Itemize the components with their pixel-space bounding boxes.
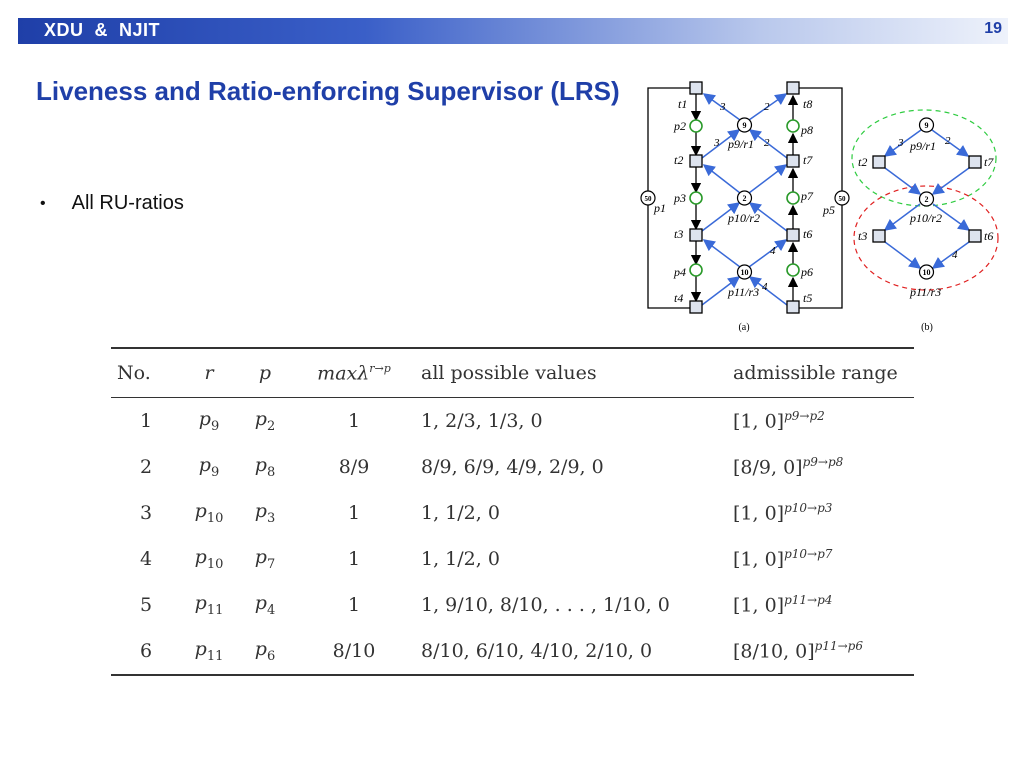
header-bar xyxy=(18,18,1008,44)
cell-no: 1 xyxy=(139,410,153,432)
bullet-item xyxy=(40,192,184,215)
svg-text:t3: t3 xyxy=(674,227,684,241)
svg-text:t2: t2 xyxy=(858,155,868,169)
cell-no: 5 xyxy=(139,594,153,616)
svg-text:4: 4 xyxy=(952,249,958,261)
svg-text:p11/r3: p11/r3 xyxy=(728,285,760,299)
svg-text:p7: p7 xyxy=(801,189,813,203)
svg-text:t4: t4 xyxy=(674,291,684,305)
svg-text:3: 3 xyxy=(720,101,726,113)
svg-text:2: 2 xyxy=(764,101,770,113)
col-max-lambda: maxλ$^{r\to p}$ xyxy=(293,348,415,398)
cell-p: $p_8$ xyxy=(254,454,276,480)
cell-no: 3 xyxy=(139,502,153,524)
svg-text:9: 9 xyxy=(924,121,929,130)
cell-max: 1 xyxy=(347,502,361,524)
svg-text:4: 4 xyxy=(762,281,768,293)
svg-text:p1: p1 xyxy=(654,201,666,215)
svg-text:10: 10 xyxy=(922,268,931,277)
cell-r: $p_9$ xyxy=(198,408,220,434)
cell-max: 8/9 xyxy=(338,456,370,478)
table-row xyxy=(111,536,914,582)
table-row xyxy=(111,582,914,628)
transition-t8 xyxy=(787,82,799,94)
svg-text:3: 3 xyxy=(898,137,904,149)
ru-ratio-table xyxy=(111,347,914,676)
cell-values: 1, 9/10, 8/10, . . . , 1/10, 0 xyxy=(421,594,670,616)
transition-t6 xyxy=(787,229,799,241)
cell-p: $p_2$ xyxy=(254,408,276,434)
cell-range: [1, 0]$^{p10\to p7}$ xyxy=(733,547,833,571)
transition-t3 xyxy=(690,229,702,241)
petri-net-svg xyxy=(640,72,1008,340)
table-header-row xyxy=(111,348,914,398)
svg-text:50: 50 xyxy=(644,195,652,203)
cell-no: 2 xyxy=(139,456,153,478)
cell-range: [1, 0]$^{p10\to p3}$ xyxy=(733,501,833,525)
transition-t4 xyxy=(690,301,702,313)
cell-max: 1 xyxy=(347,410,361,432)
cell-max: 8/10 xyxy=(293,628,415,675)
caption-b: (b) xyxy=(921,322,933,333)
svg-text:p9/r1: p9/r1 xyxy=(728,137,755,151)
header-org: XDU & NJIT xyxy=(44,20,161,40)
svg-text:t7: t7 xyxy=(803,153,813,167)
svg-text:50: 50 xyxy=(838,195,846,203)
svg-text:t3: t3 xyxy=(858,229,868,243)
svg-text:2: 2 xyxy=(742,194,747,203)
cell-max: 1 xyxy=(347,548,361,570)
svg-text:10: 10 xyxy=(740,268,749,277)
col-admissible-range: admissible range xyxy=(727,348,914,398)
svg-text:p11/r3: p11/r3 xyxy=(910,285,942,299)
slide-title: Liveness and Ratio-enforcing Supervisor (LRS) xyxy=(36,76,620,106)
svg-text:p2: p2 xyxy=(674,119,686,133)
svg-text:t6: t6 xyxy=(803,227,813,241)
svg-text:t1: t1 xyxy=(678,97,688,111)
cell-p: $p_4$ xyxy=(254,592,276,618)
col-r: r xyxy=(181,348,237,398)
transition-t1 xyxy=(690,82,702,94)
cell-r: $p_{11}$ xyxy=(181,628,237,675)
cell-max: 1 xyxy=(347,594,361,616)
col-all-values: all possible values xyxy=(415,348,727,398)
cell-values: 8/10, 6/10, 4/10, 2/10, 0 xyxy=(415,628,727,675)
svg-text:t7: t7 xyxy=(984,155,994,169)
cell-values: 8/9, 6/9, 4/9, 2/9, 0 xyxy=(421,456,604,478)
svg-text:p10/r2: p10/r2 xyxy=(728,211,761,225)
cell-r: $p_{10}$ xyxy=(194,500,224,526)
svg-text:p6: p6 xyxy=(801,265,813,279)
caption-a: (a) xyxy=(738,322,750,333)
table-row xyxy=(111,444,914,490)
table-row xyxy=(111,398,914,445)
table-row xyxy=(111,628,914,675)
bullet-text: All RU-ratios xyxy=(71,192,184,214)
cell-range: [8/10, 0]$^{p11\to p6}$ xyxy=(727,628,914,675)
cell-r: $p_{10}$ xyxy=(194,546,224,572)
page-number: 19 xyxy=(984,20,1002,37)
svg-text:2: 2 xyxy=(945,135,951,147)
cell-no: 4 xyxy=(139,548,153,570)
cell-p: $p_3$ xyxy=(254,500,276,526)
svg-text:t6: t6 xyxy=(984,229,994,243)
svg-text:2: 2 xyxy=(924,195,929,204)
cell-values: 1, 2/3, 1/3, 0 xyxy=(421,410,543,432)
transition-t2 xyxy=(690,155,702,167)
table-row xyxy=(111,490,914,536)
svg-text:4: 4 xyxy=(770,245,776,257)
cell-r: $p_{11}$ xyxy=(194,592,224,618)
cell-values: 1, 1/2, 0 xyxy=(421,502,500,524)
transition-t7 xyxy=(787,155,799,167)
petri-net-figure xyxy=(640,72,1008,340)
svg-text:t5: t5 xyxy=(803,291,813,305)
svg-text:t8: t8 xyxy=(803,97,813,111)
svg-text:p9/r1: p9/r1 xyxy=(910,139,937,153)
cell-range: [1, 0]$^{p9\to p2}$ xyxy=(733,409,825,433)
col-no: No. xyxy=(111,348,181,398)
svg-text:p4: p4 xyxy=(674,265,686,279)
transition-t5 xyxy=(787,301,799,313)
cell-no: 6 xyxy=(111,628,181,675)
cell-p: $p_6$ xyxy=(237,628,293,675)
svg-text:3: 3 xyxy=(714,137,720,149)
cell-values: 1, 1/2, 0 xyxy=(421,548,500,570)
svg-text:p8: p8 xyxy=(801,123,813,137)
cell-r: $p_9$ xyxy=(198,454,220,480)
svg-text:p10/r2: p10/r2 xyxy=(910,211,943,225)
svg-text:p3: p3 xyxy=(674,191,686,205)
svg-text:t2: t2 xyxy=(674,153,684,167)
col-p: p xyxy=(237,348,293,398)
cell-p: $p_7$ xyxy=(254,546,276,572)
cell-range: [8/9, 0]$^{p9\to p8}$ xyxy=(733,455,844,479)
svg-text:9: 9 xyxy=(742,121,747,130)
svg-text:2: 2 xyxy=(764,137,770,149)
svg-text:p5: p5 xyxy=(823,203,835,217)
bullet-dot-icon: • xyxy=(40,194,46,212)
cell-range: [1, 0]$^{p11\to p4}$ xyxy=(733,593,833,617)
